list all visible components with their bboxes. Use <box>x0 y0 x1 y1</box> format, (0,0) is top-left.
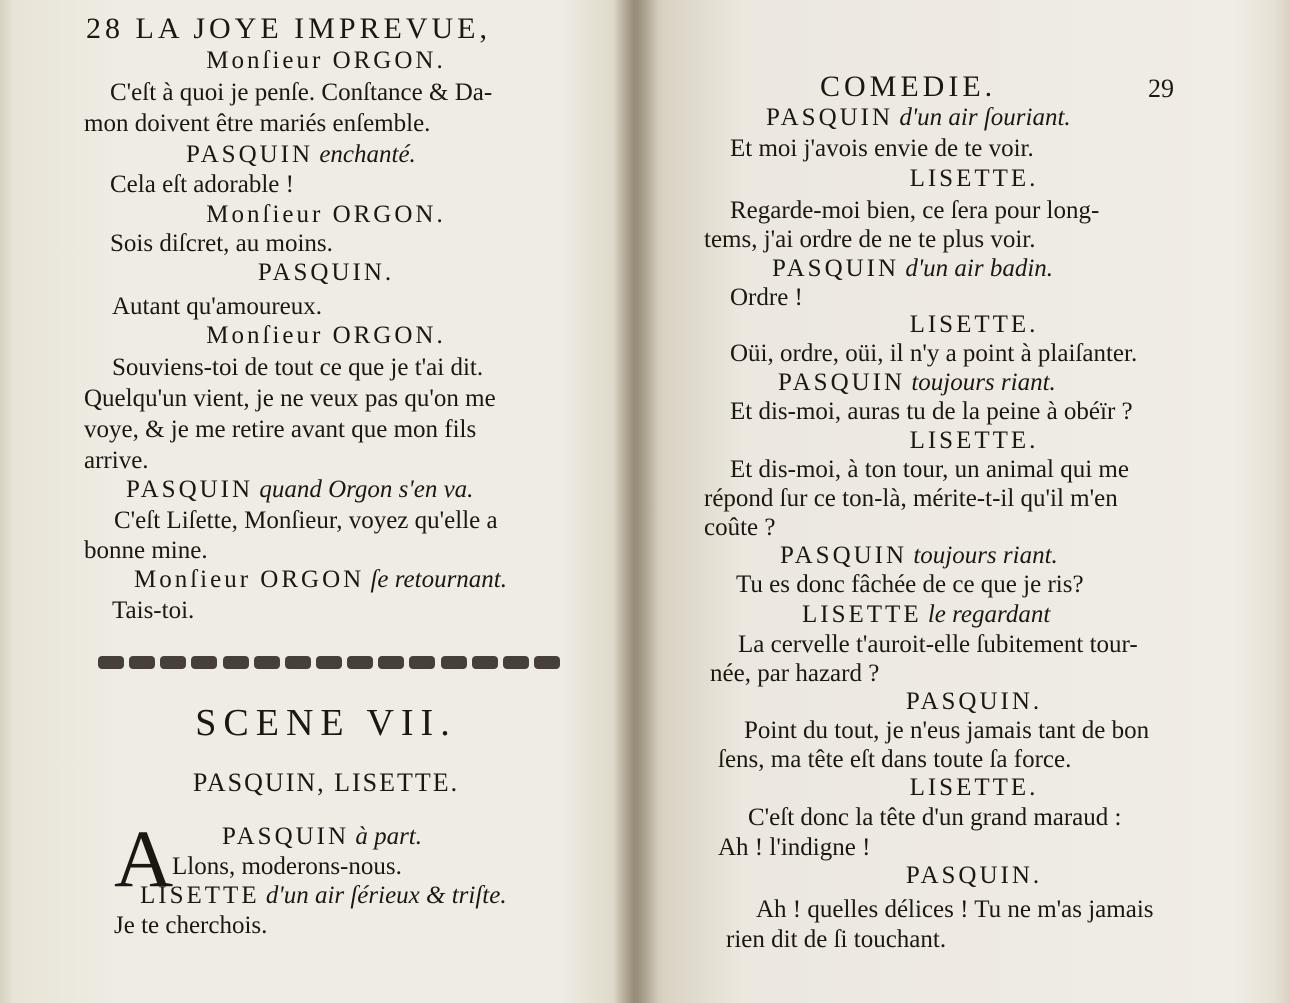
dialogue-line: coûte ? <box>704 514 776 541</box>
dialogue-line: bonne mine. <box>84 537 208 564</box>
speaker-heading: Monſieur ORGON. <box>206 47 446 74</box>
speaker-heading: PASQUIN toujours riant. <box>780 542 1058 569</box>
speaker-heading: PASQUIN toujours riant. <box>778 369 1056 396</box>
dialogue-line: Point du tout, je n'eus jamais tant de bon <box>744 717 1150 744</box>
dialogue-line: voye, & je me retire avant que mon fils <box>84 416 477 443</box>
dialogue-line: Sois diſcret, au moins. <box>110 230 333 257</box>
dialogue-line: Oüi, ordre, oüi, il n'y a point à plaiſanter. <box>730 340 1138 367</box>
dialogue-line: Cela eſt adorable ! <box>110 171 294 198</box>
page-number: 29 <box>1148 74 1174 103</box>
dialogue-line: Souviens-toi de tout ce que je t'ai dit. <box>112 354 484 381</box>
dialogue-line: C'eſt Liſette, Monſieur, voyez qu'elle a <box>114 507 498 534</box>
speaker-heading: LISETTE. <box>909 311 1039 338</box>
dialogue-line: tems, j'ai ordre de ne te plus voir. <box>704 226 1036 253</box>
dialogue-line: La cervelle t'auroit-elle ſubitement tour- <box>738 631 1138 658</box>
drop-cap: A <box>114 813 174 904</box>
speaker-heading: Monſieur ORGON ſe retournant. <box>134 566 507 593</box>
ornament-divider <box>98 654 560 670</box>
speaker-heading: PASQUIN. <box>257 259 395 286</box>
left-page <box>0 0 634 1003</box>
dialogue-line: Et dis-moi, à ton tour, un animal qui me <box>730 456 1129 483</box>
dialogue-line: rien dit de ſi touchant. <box>726 926 947 953</box>
dialogue-line: Llons, moderons-nous. <box>172 853 402 880</box>
dialogue-line: Ah ! quelles délices ! Tu ne m'as jamais <box>756 896 1154 923</box>
dialogue-line: Regarde-moi bien, ce ſera pour long- <box>730 197 1100 224</box>
speaker-heading: LISETTE. <box>909 165 1039 192</box>
speaker-heading: PASQUIN. <box>905 688 1043 715</box>
speaker-heading: Monſieur ORGON. <box>206 322 446 349</box>
speaker-heading: PASQUIN quand Orgon s'en va. <box>126 476 474 503</box>
scene-cast: PASQUIN, LISETTE. <box>192 768 460 797</box>
speaker-heading: PASQUIN. <box>905 862 1043 889</box>
dialogue-line: Ah ! l'indigne ! <box>718 834 871 861</box>
dialogue-line: ſens, ma tête eſt dans toute ſa force. <box>718 746 1072 773</box>
dialogue-line: Tu es donc fâchée de ce que je ris? <box>736 571 1084 598</box>
dialogue-line: Autant qu'amoureux. <box>112 293 323 320</box>
running-head: COMEDIE. <box>820 70 997 103</box>
dialogue-line: Et moi j'avois envie de te voir. <box>730 135 1034 162</box>
dialogue-line: Et dis-moi, auras tu de la peine à obéïr ? <box>730 398 1133 425</box>
right-page <box>634 0 1290 1003</box>
dialogue-line: Quelqu'un vient, je ne veux pas qu'on me <box>84 385 496 412</box>
dialogue-line: arrive. <box>84 447 149 474</box>
scene-title: SCENE VII. <box>195 702 457 744</box>
speaker-heading: LISETTE. <box>909 774 1039 801</box>
speaker-heading: LISETTE. <box>909 427 1039 454</box>
dialogue-line: Tais-toi. <box>112 597 195 624</box>
book-gutter <box>614 0 658 1003</box>
dialogue-line: C'eſt donc la tête d'un grand maraud : <box>748 804 1122 831</box>
running-head: 28 LA JOYE IMPREVUE, <box>86 12 492 45</box>
speaker-heading: PASQUIN d'un air badin. <box>772 255 1054 282</box>
speaker-heading: LISETTE le regardant <box>802 601 1051 628</box>
speaker-heading: PASQUIN enchanté. <box>186 141 416 168</box>
dialogue-line: Ordre ! <box>730 284 803 311</box>
dialogue-line: C'eſt à quoi je penſe. Conſtance & Da- <box>110 79 493 106</box>
dialogue-line: née, par hazard ? <box>710 660 880 687</box>
speaker-heading: LISETTE d'un air ſérieux & triſte. <box>140 882 507 909</box>
dialogue-line: Je te cherchois. <box>114 912 268 939</box>
dialogue-line: répond ſur ce ton-là, mérite-t-il qu'il m'en <box>704 485 1118 512</box>
speaker-heading: Monſieur ORGON. <box>206 201 446 228</box>
speaker-heading: PASQUIN à part. <box>222 823 422 850</box>
speaker-heading: PASQUIN d'un air ſouriant. <box>766 104 1071 131</box>
dialogue-line: mon doivent être mariés enſemble. <box>84 110 431 137</box>
